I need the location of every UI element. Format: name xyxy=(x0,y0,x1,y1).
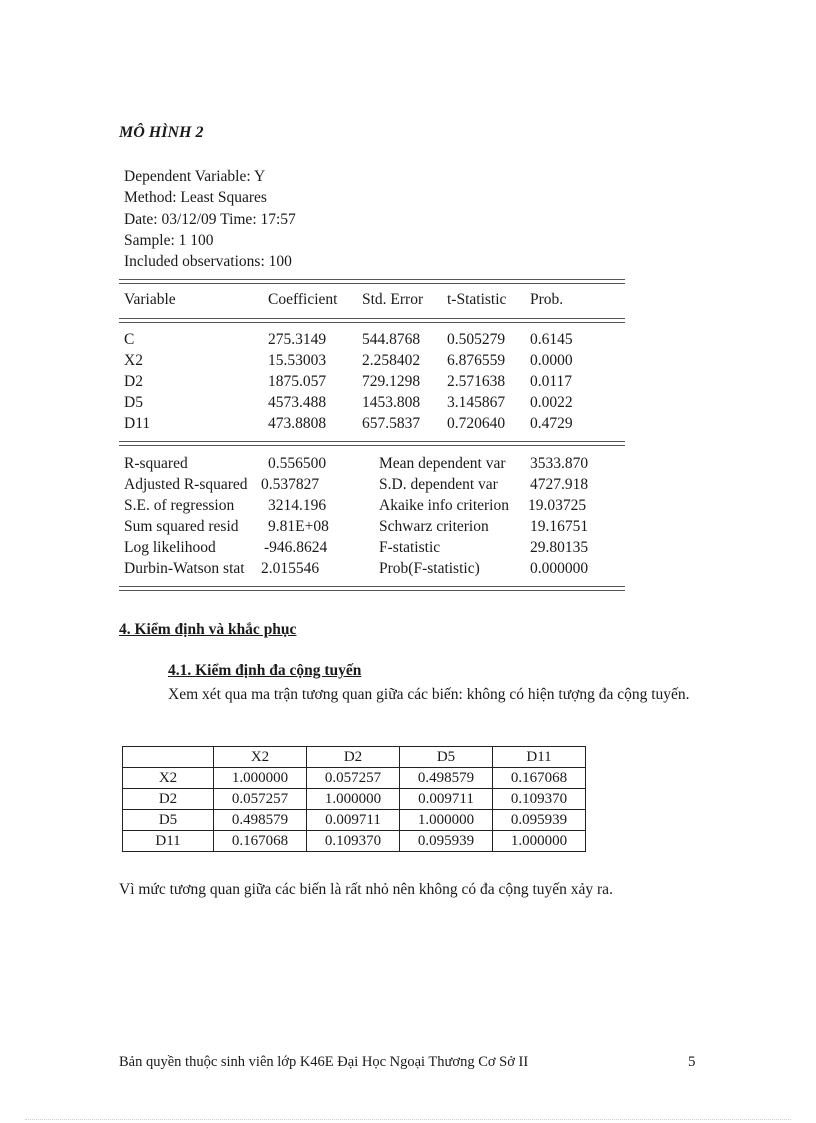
coef-cell: X2 xyxy=(124,352,143,369)
coef-cell: 544.8768 xyxy=(362,331,421,348)
coef-cell: C xyxy=(124,331,135,348)
corr-cell: 1.000000 xyxy=(307,789,400,810)
table-rule-middle xyxy=(119,441,625,446)
coef-cell: 0.0117 xyxy=(530,373,573,390)
stat-value: 4727.918 xyxy=(530,476,589,493)
coef-cell: 0.4729 xyxy=(530,415,573,432)
stat-label: S.E. of regression xyxy=(124,497,235,514)
corr-header-cell: X2 xyxy=(214,747,307,768)
corr-cell: 0.109370 xyxy=(307,831,400,852)
table-row xyxy=(123,789,586,810)
corr-cell: 0.498579 xyxy=(400,768,493,789)
table-rule-top xyxy=(119,279,625,284)
page-bottom-border xyxy=(25,1119,791,1120)
corr-cell: 0.057257 xyxy=(214,789,307,810)
stat-label: Durbin-Watson stat xyxy=(124,560,245,577)
stat-label: Log likelihood xyxy=(124,539,216,556)
corr-cell: 1.000000 xyxy=(214,768,307,789)
stat-label: Schwarz criterion xyxy=(379,518,489,535)
corr-cell: 1.000000 xyxy=(493,831,586,852)
stat-label: S.D. dependent var xyxy=(379,476,498,493)
coef-cell: 0.0022 xyxy=(530,394,573,411)
coef-cell: 657.5837 xyxy=(362,415,421,432)
coef-cell: 3.145867 xyxy=(447,394,506,411)
coef-cell: D5 xyxy=(124,394,143,411)
stat-label: Mean dependent var xyxy=(379,455,506,472)
stat-label: R-squared xyxy=(124,455,188,472)
stat-value: 2.015546 xyxy=(261,560,320,577)
header-coefficient: Coefficient xyxy=(268,291,338,308)
coef-cell: 4573.488 xyxy=(268,394,327,411)
stat-label: Prob(F-statistic) xyxy=(379,560,480,577)
corr-header-cell: D5 xyxy=(400,747,493,768)
coef-cell: 2.258402 xyxy=(362,352,421,369)
section-4-1-heading: 4.1. Kiểm định đa cộng tuyến xyxy=(168,662,362,679)
correlation-table xyxy=(122,746,586,852)
coef-cell: 0.505279 xyxy=(447,331,506,348)
corr-header-cell xyxy=(123,747,214,768)
corr-cell: 0.109370 xyxy=(493,789,586,810)
stat-label: F-statistic xyxy=(379,539,441,556)
corr-cell: 0.009711 xyxy=(400,789,493,810)
table-row xyxy=(123,831,586,852)
stat-value: -946.8624 xyxy=(264,539,328,556)
corr-cell: 0.167068 xyxy=(493,768,586,789)
corr-cell: 0.057257 xyxy=(307,768,400,789)
coef-cell: 2.571638 xyxy=(447,373,506,390)
corr-cell: 0.095939 xyxy=(400,831,493,852)
coef-cell: 6.876559 xyxy=(447,352,506,369)
model-title: MÔ HÌNH 2 xyxy=(119,124,204,141)
corr-header-cell: D11 xyxy=(493,747,586,768)
header-prob: Prob. xyxy=(530,291,564,308)
stat-value: 19.03725 xyxy=(528,497,587,514)
corr-cell: 0.095939 xyxy=(493,810,586,831)
coef-cell: 1875.057 xyxy=(268,373,327,390)
stat-value: 3214.196 xyxy=(268,497,327,514)
stat-label: Akaike info criterion xyxy=(379,497,509,514)
stat-value: 29.80135 xyxy=(530,539,589,556)
stat-label: Sum squared resid xyxy=(124,518,239,535)
table-rule-bottom xyxy=(119,586,625,591)
table-row xyxy=(123,768,586,789)
coef-cell: 473.8808 xyxy=(268,415,327,432)
section-4-heading: 4. Kiểm định và khắc phục xyxy=(119,621,297,638)
corr-cell: 0.167068 xyxy=(214,831,307,852)
included-observations: Included observations: 100 xyxy=(124,253,292,271)
table-rule-header xyxy=(119,318,625,323)
date-time: Date: 03/12/09 Time: 17:57 xyxy=(124,210,296,228)
coef-cell: 0.6145 xyxy=(530,331,573,348)
coef-cell: D2 xyxy=(124,373,143,390)
regression-info xyxy=(124,166,296,272)
stat-label: Adjusted R-squared xyxy=(124,476,248,493)
coef-cell: 0.0000 xyxy=(530,352,573,369)
coef-cell: 0.720640 xyxy=(447,415,506,432)
header-t-statistic: t-Statistic xyxy=(447,291,507,308)
method: Method: Least Squares xyxy=(124,189,267,207)
conclusion: Vì mức tương quan giữa các biến là rất nhỏ nên không có đa cộng tuyến xảy ra. xyxy=(119,881,613,898)
stat-value: 9.81E+08 xyxy=(268,518,329,535)
dependent-variable: Dependent Variable: Y xyxy=(124,168,266,185)
header-variable: Variable xyxy=(124,291,176,308)
table-row xyxy=(123,810,586,831)
corr-row-label: X2 xyxy=(123,768,214,789)
corr-header-cell: D2 xyxy=(307,747,400,768)
coef-cell: 275.3149 xyxy=(268,331,327,348)
corr-row-label: D5 xyxy=(123,810,214,831)
page-number: 5 xyxy=(688,1054,696,1070)
corr-cell: 0.498579 xyxy=(214,810,307,831)
stat-value: 0.000000 xyxy=(530,560,589,577)
stat-value: 0.556500 xyxy=(268,455,327,472)
corr-cell: 1.000000 xyxy=(400,810,493,831)
sample: Sample: 1 100 xyxy=(124,231,214,249)
coef-cell: 1453.808 xyxy=(362,394,421,411)
coef-cell: 729.1298 xyxy=(362,373,421,390)
stat-value: 3533.870 xyxy=(530,455,589,472)
correlation-paragraph: Xem xét qua ma trận tương quan giữa các biến: không có hiện tượng đa cộng tuyến. xyxy=(168,686,690,703)
stat-value: 19.16751 xyxy=(530,518,589,535)
coef-cell: D11 xyxy=(124,415,151,432)
header-std-error: Std. Error xyxy=(362,291,424,308)
stat-value: 0.537827 xyxy=(261,476,320,493)
corr-cell: 0.009711 xyxy=(307,810,400,831)
footer-copyright: Bản quyền thuộc sinh viên lớp K46E Đại Học Ngoại Thương Cơ Sở II xyxy=(119,1054,529,1070)
corr-row-label: D2 xyxy=(123,789,214,810)
corr-row-label: D11 xyxy=(123,831,214,852)
table-row xyxy=(123,747,586,768)
coef-cell: 15.53003 xyxy=(268,352,327,369)
